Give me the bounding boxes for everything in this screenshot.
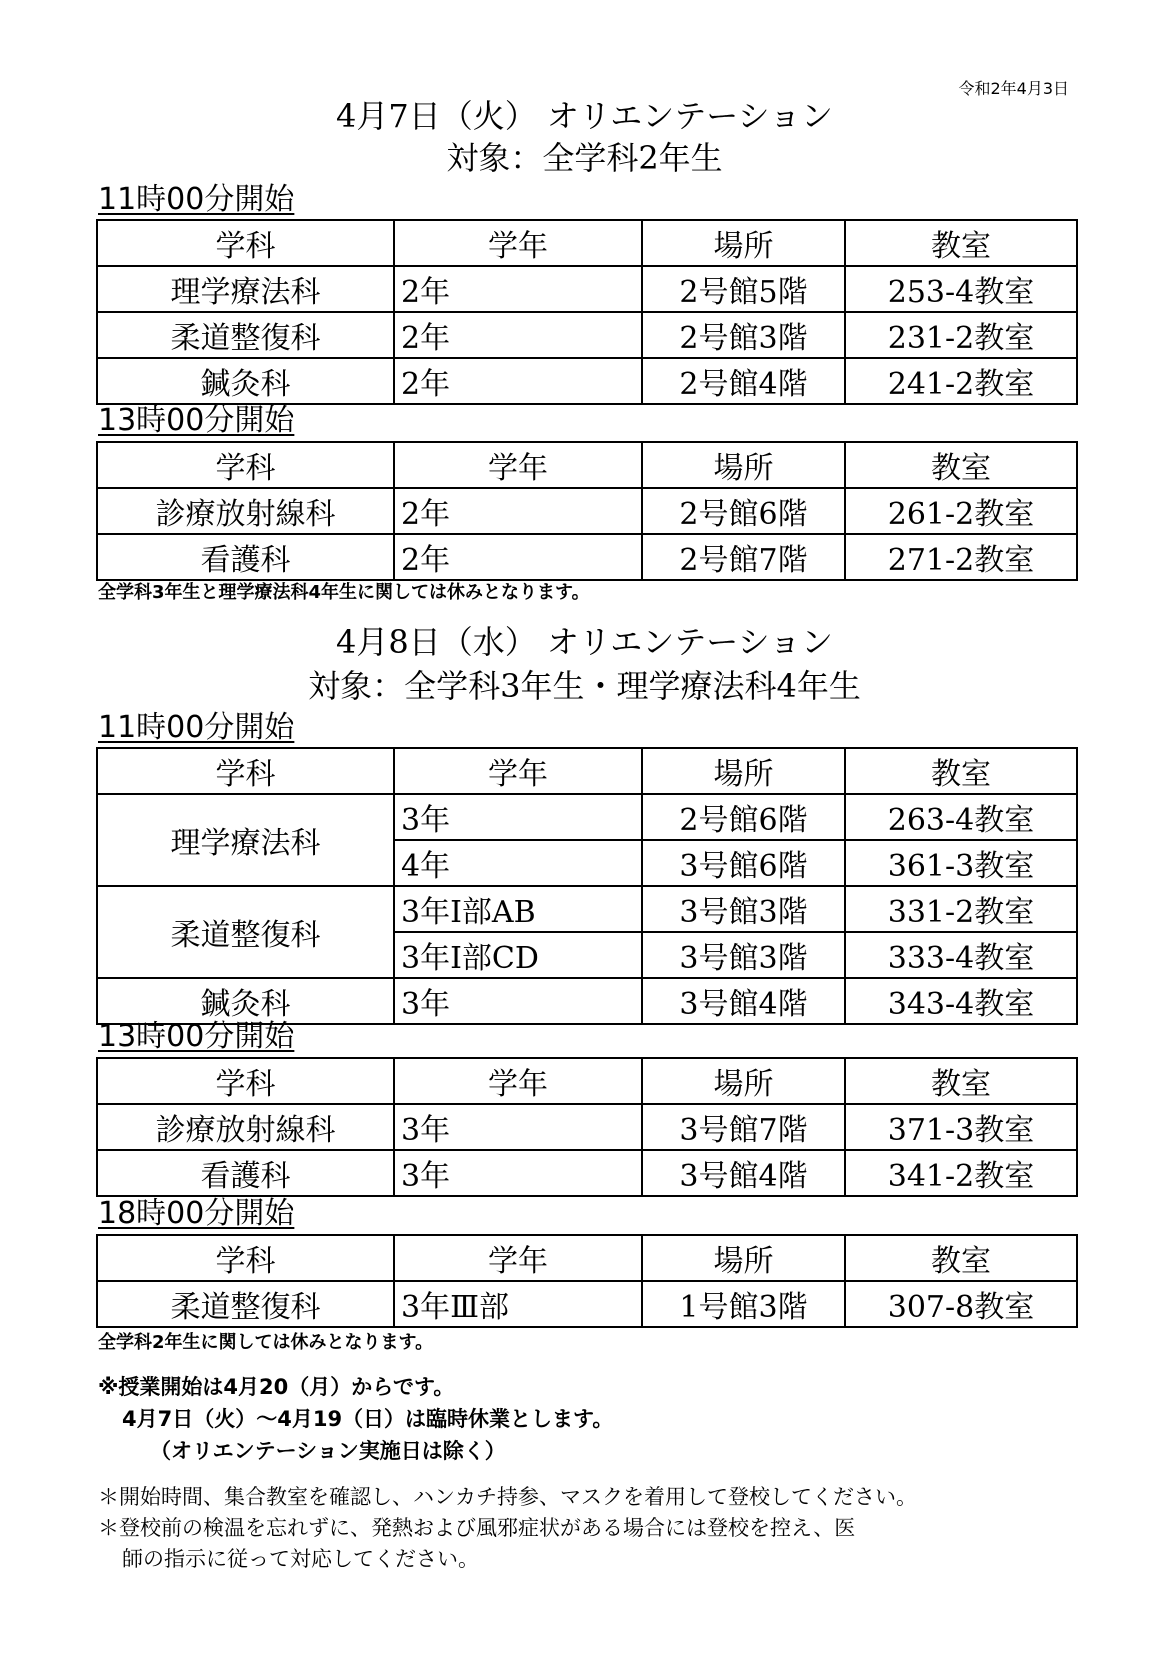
- cell-grade: 3年: [394, 978, 642, 1024]
- cell-location: 1号館3階: [642, 1281, 845, 1327]
- header-department: 学科: [97, 220, 394, 266]
- day2-session3-heading: 18時00分開始: [98, 1196, 295, 1231]
- table-row: [97, 534, 1077, 580]
- header-location: 場所: [642, 1058, 845, 1104]
- header-classroom: 教室: [845, 220, 1077, 266]
- cell-grade: 3年: [394, 1150, 642, 1196]
- table-header-row: [97, 1058, 1077, 1104]
- cell-location: 2号館6階: [642, 488, 845, 534]
- header-grade: 学年: [394, 1058, 642, 1104]
- day2-session1-table: [96, 747, 1078, 1025]
- cell-grade: 3年Ⅰ部CD: [394, 932, 642, 978]
- header-classroom: 教室: [845, 1235, 1077, 1281]
- day1-session2-heading: 13時00分開始: [98, 403, 295, 438]
- cell-location: 2号館5階: [642, 266, 845, 312]
- header-classroom: 教室: [845, 748, 1077, 794]
- cell-classroom: 361-3教室: [845, 840, 1077, 886]
- table-header-row: [97, 220, 1077, 266]
- cell-grade: 4年: [394, 840, 642, 886]
- cell-location: 2号館3階: [642, 312, 845, 358]
- cell-location: 3号館6階: [642, 840, 845, 886]
- day2-session3-table: [96, 1234, 1078, 1328]
- cell-location: 3号館7階: [642, 1104, 845, 1150]
- day2-note: 全学科2年生に関しては休みとなります。: [98, 1332, 434, 1353]
- cell-grade: 3年Ⅲ部: [394, 1281, 642, 1327]
- cell-classroom: 271-2教室: [845, 534, 1077, 580]
- header-grade: 学年: [394, 442, 642, 488]
- table-row: [97, 266, 1077, 312]
- cell-department: 理学療法科: [97, 266, 394, 312]
- cell-classroom: 331-2教室: [845, 886, 1077, 932]
- cell-grade: 3年: [394, 794, 642, 840]
- cell-grade: 2年: [394, 488, 642, 534]
- header-department: 学科: [97, 748, 394, 794]
- table-row: [97, 1150, 1077, 1196]
- header-location: 場所: [642, 220, 845, 266]
- cell-department: 看護科: [97, 1150, 394, 1196]
- day2-session2-heading: 13時00分開始: [98, 1019, 295, 1054]
- table-row: [97, 1281, 1077, 1327]
- cell-classroom: 307-8教室: [845, 1281, 1077, 1327]
- cell-classroom: 231-2教室: [845, 312, 1077, 358]
- cell-department: 看護科: [97, 534, 394, 580]
- cell-classroom: 343-4教室: [845, 978, 1077, 1024]
- cell-department: 診療放射線科: [97, 488, 394, 534]
- cell-department: 柔道整復科: [97, 886, 394, 978]
- cell-classroom: 341-2教室: [845, 1150, 1077, 1196]
- cell-department: 鍼灸科: [97, 978, 394, 1024]
- cell-classroom: 333-4教室: [845, 932, 1077, 978]
- class-start-notice: ※授業開始は4月20（月）からです。: [98, 1375, 455, 1399]
- table-row: [97, 978, 1077, 1024]
- table-row: [97, 886, 1077, 932]
- cell-grade: 3年Ⅰ部AB: [394, 886, 642, 932]
- table-row: [97, 358, 1077, 404]
- table-row: [97, 488, 1077, 534]
- table-row: [97, 794, 1077, 840]
- header-location: 場所: [642, 1235, 845, 1281]
- cell-department: 理学療法科: [97, 794, 394, 886]
- day1-target: 対象：全学科2年生: [446, 139, 723, 177]
- table-row: [97, 312, 1077, 358]
- header-grade: 学年: [394, 748, 642, 794]
- cell-department: 柔道整復科: [97, 1281, 394, 1327]
- header-location: 場所: [642, 442, 845, 488]
- cell-classroom: 261-2教室: [845, 488, 1077, 534]
- header-classroom: 教室: [845, 442, 1077, 488]
- cell-classroom: 371-3教室: [845, 1104, 1077, 1150]
- header-grade: 学年: [394, 220, 642, 266]
- header-department: 学科: [97, 1058, 394, 1104]
- cell-location: 2号館4階: [642, 358, 845, 404]
- cell-classroom: 263-4教室: [845, 794, 1077, 840]
- day1-session2-table: [96, 441, 1078, 581]
- day2-title: 4月8日（水） オリエンテーション: [336, 623, 833, 661]
- header-classroom: 教室: [845, 1058, 1077, 1104]
- cell-department: 診療放射線科: [97, 1104, 394, 1150]
- header-grade: 学年: [394, 1235, 642, 1281]
- header-department: 学科: [97, 442, 394, 488]
- cell-classroom: 253-4教室: [845, 266, 1077, 312]
- table-header-row: [97, 748, 1077, 794]
- header-department: 学科: [97, 1235, 394, 1281]
- day1-title: 4月7日（火） オリエンテーション: [336, 97, 833, 135]
- cell-location: 3号館4階: [642, 1150, 845, 1196]
- table-header-row: [97, 1235, 1077, 1281]
- day2-target: 対象：全学科3年生・理学療法科4年生: [308, 667, 861, 705]
- day2-session1-heading: 11時00分開始: [98, 710, 295, 745]
- cell-classroom: 241-2教室: [845, 358, 1077, 404]
- day2-session2-table: [96, 1057, 1078, 1197]
- table-row: [97, 1104, 1077, 1150]
- cell-grade: 2年: [394, 358, 642, 404]
- table-header-row: [97, 442, 1077, 488]
- cell-location: 3号館3階: [642, 932, 845, 978]
- cell-grade: 3年: [394, 1104, 642, 1150]
- instruction-note: 師の指示に従って対応してください。: [122, 1547, 479, 1571]
- instruction-note: ＊開始時間、集合教室を確認し、ハンカチ持参、マスクを着用して登校してください。: [98, 1485, 917, 1509]
- closure-exception: （オリエンテーション実施日は除く）: [150, 1439, 506, 1463]
- cell-grade: 2年: [394, 312, 642, 358]
- day1-session1-table: [96, 219, 1078, 405]
- day1-note: 全学科3年生と理学療法科4年生に関しては休みとなります。: [98, 582, 590, 603]
- cell-department: 鍼灸科: [97, 358, 394, 404]
- instruction-note: ＊登校前の検温を忘れずに、発熱および風邪症状がある場合には登校を控え、医: [98, 1516, 856, 1540]
- cell-grade: 2年: [394, 534, 642, 580]
- day1-session1-heading: 11時00分開始: [98, 182, 295, 217]
- cell-location: 2号館6階: [642, 794, 845, 840]
- cell-department: 柔道整復科: [97, 312, 394, 358]
- issue-date: 令和2年4月3日: [958, 79, 1069, 98]
- cell-location: 3号館4階: [642, 978, 845, 1024]
- cell-location: 3号館3階: [642, 886, 845, 932]
- header-location: 場所: [642, 748, 845, 794]
- closure-notice: 4月7日（火）～4月19（日）は臨時休業とします。: [122, 1407, 614, 1431]
- cell-location: 2号館7階: [642, 534, 845, 580]
- cell-grade: 2年: [394, 266, 642, 312]
